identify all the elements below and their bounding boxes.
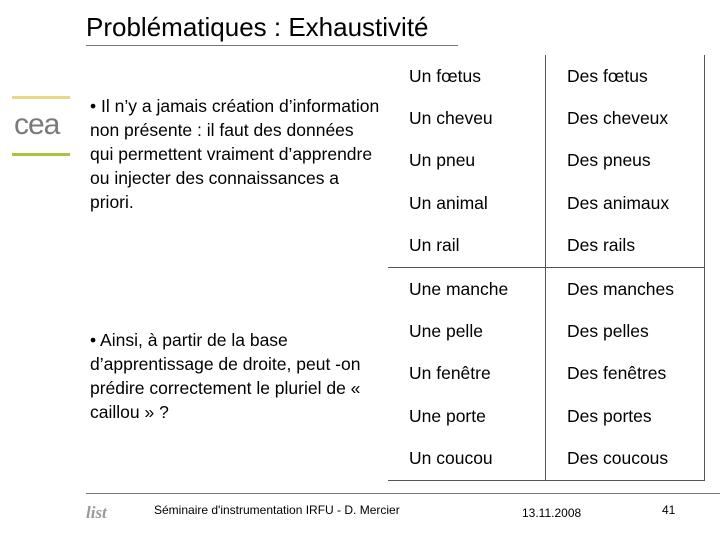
page-number: 41	[662, 503, 676, 517]
table-row	[388, 267, 705, 310]
table-row	[388, 225, 705, 268]
singular-cell: Un fenêtre	[388, 353, 546, 395]
plural-cell: Des pelles	[546, 310, 705, 352]
plural-table	[388, 55, 705, 481]
plural-cell: Des cheveux	[546, 97, 705, 139]
plural-cell: Des portes	[546, 395, 705, 437]
bullet-1-text: Il n’y a jamais création d’information non présente : il faut des données qui permettent vraiment d’apprendre ou injecter des connaissances a priori.	[90, 96, 380, 212]
svg-text:cea: cea	[14, 108, 60, 141]
table-row	[388, 182, 705, 224]
table-row	[388, 353, 705, 395]
table-row	[388, 438, 705, 481]
plural-cell: Des fenêtres	[546, 353, 705, 395]
singular-cell: Une porte	[388, 395, 546, 437]
title-underline	[86, 45, 458, 46]
table-row	[388, 310, 705, 352]
bullet-marker: •	[90, 96, 97, 116]
slide-title: Problématiques : Exhaustivité	[86, 12, 429, 42]
list-logo-icon	[86, 503, 130, 521]
cea-logo-icon	[12, 96, 74, 158]
singular-cell: Un animal	[388, 182, 546, 224]
table-row	[388, 140, 705, 182]
bullet-2	[90, 328, 380, 424]
singular-cell: Un rail	[388, 225, 546, 268]
svg-text:list: list	[86, 503, 107, 521]
bullet-marker: •	[90, 330, 97, 350]
plural-cell: Des pneus	[546, 140, 705, 182]
footer-text: Séminaire d'instrumentation IRFU - D. Mercier	[154, 503, 400, 517]
singular-cell: Un pneu	[388, 140, 546, 182]
singular-cell: Un fœtus	[388, 55, 546, 97]
plural-cell: Des coucous	[546, 438, 705, 481]
table-row	[388, 55, 705, 97]
plural-cell: Des rails	[546, 225, 705, 268]
plural-cell: Des animaux	[546, 182, 705, 224]
singular-cell: Un coucou	[388, 438, 546, 481]
table-row	[388, 395, 705, 437]
singular-cell: Une pelle	[388, 310, 546, 352]
footer-date: 13.11.2008	[522, 506, 582, 520]
bullet-2-text: Ainsi, à partir de la base d’apprentissage de droite, peut -on prédire correctement le pluriel de « caillou » ?	[90, 330, 361, 422]
singular-cell: Une manche	[388, 267, 546, 310]
plural-cell: Des manches	[546, 267, 705, 310]
singular-cell: Un cheveu	[388, 97, 546, 139]
footer-divider	[86, 493, 720, 494]
bullet-1	[90, 94, 380, 214]
plural-cell: Des fœtus	[546, 55, 705, 97]
table-row	[388, 97, 705, 139]
